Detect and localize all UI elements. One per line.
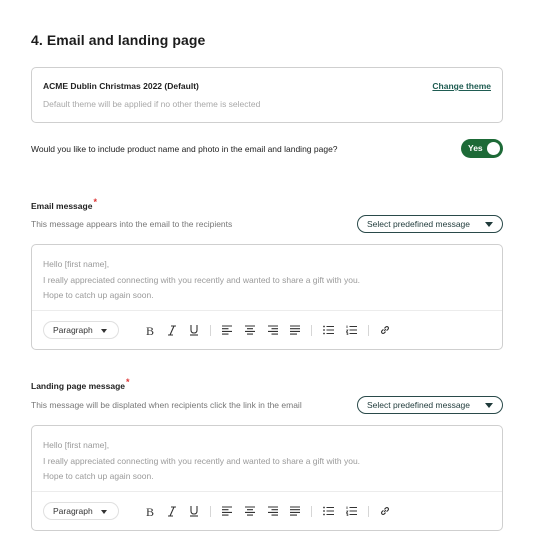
email-message-label [31,197,97,211]
section-title: 4. Email and landing page [31,32,206,48]
landing-line-1: Hello [first name], [43,440,110,450]
landing-predefined-label: Select predefined message [367,400,471,410]
svg-text:B: B [146,505,155,517]
email-message-hint: This message appears into the email to the recipients [31,219,233,229]
theme-name: ACME Dublin Christmas 2022 (Default) [43,81,199,91]
landing-paragraph-select[interactable] [43,502,119,520]
italic-button[interactable] [166,505,178,517]
align-right-button[interactable] [267,505,279,517]
underline-button[interactable] [188,505,200,517]
toolbar-separator [368,506,369,517]
align-justify-button[interactable] [289,505,301,517]
landing-predefined-message-button[interactable] [357,396,503,414]
align-right-icon [268,506,278,516]
underline-icon [189,505,199,517]
bold-icon [145,506,155,517]
toggle-knob [487,142,500,155]
toolbar-separator [311,506,312,517]
bullet-list-icon [323,506,334,516]
email-line-2: I really appreciated connecting with you recently and wanted to share a gift with you. [43,274,361,285]
landing-line-2: I really appreciated connecting with you recently and wanted to share a gift with you. [43,455,361,466]
italic-icon [167,325,177,336]
theme-subtitle: Default theme will be applied if no other theme is selected [43,99,261,109]
align-right-button[interactable] [267,324,279,336]
align-center-button[interactable] [244,505,256,517]
align-left-button[interactable] [221,505,233,517]
toolbar-separator [368,325,369,336]
include-product-question: Would you like to include product name and photo in the email and landing page? [31,144,338,154]
bullet-list-icon [323,325,334,335]
numbered-list-icon [346,325,357,335]
toolbar-separator [311,325,312,336]
underline-button[interactable] [188,324,200,336]
chevron-down-icon [101,329,107,333]
chevron-down-icon [485,222,493,227]
landing-message-label [31,377,130,391]
landing-message-text[interactable] [43,438,360,485]
bullet-list-button[interactable] [322,324,334,336]
chevron-down-icon [485,403,493,408]
bold-button[interactable] [144,505,156,517]
editor-divider [32,310,502,311]
bullet-list-button[interactable] [322,505,334,517]
chevron-down-icon [101,510,107,514]
link-button[interactable] [379,324,391,336]
svg-text:B: B [146,324,155,336]
editor-divider [32,491,502,492]
landing-message-editor[interactable] [31,425,503,531]
email-line-1: Hello [first name], [43,259,110,269]
align-center-icon [245,325,255,335]
toolbar-separator [210,325,211,336]
paragraph-label: Paragraph [53,506,93,516]
align-left-button[interactable] [221,324,233,336]
align-left-icon [222,325,232,335]
required-mark: * [126,377,130,387]
email-paragraph-select[interactable] [43,321,119,339]
link-icon [380,506,390,516]
email-predefined-message-button[interactable] [357,215,503,233]
underline-icon [189,324,199,336]
align-justify-icon [290,506,300,516]
bold-button[interactable] [144,324,156,336]
numbered-list-button[interactable] [345,324,357,336]
align-justify-icon [290,325,300,335]
align-justify-button[interactable] [289,324,301,336]
numbered-list-button[interactable] [345,505,357,517]
email-message-label-text: Email message [31,201,93,211]
landing-message-label-text: Landing page message [31,381,125,391]
italic-icon [167,506,177,517]
email-predefined-label: Select predefined message [367,219,471,229]
landing-message-hint: This message will be displated when recipients click the link in the email [31,400,302,410]
toolbar-separator [210,506,211,517]
theme-card [31,67,503,123]
link-icon [380,325,390,335]
include-product-toggle[interactable] [461,139,503,158]
paragraph-label: Paragraph [53,325,93,335]
landing-line-3: Hope to catch up again soon. [43,471,154,481]
required-mark: * [93,197,97,207]
align-left-icon [222,506,232,516]
align-center-button[interactable] [244,324,256,336]
align-right-icon [268,325,278,335]
link-button[interactable] [379,505,391,517]
numbered-list-icon [346,506,357,516]
email-message-editor[interactable] [31,244,503,350]
align-center-icon [245,506,255,516]
bold-icon [145,325,155,336]
email-message-text[interactable] [43,257,360,304]
email-line-3: Hope to catch up again soon. [43,290,154,300]
toggle-label: Yes [468,143,483,153]
change-theme-link[interactable]: Change theme [432,81,491,91]
italic-button[interactable] [166,324,178,336]
